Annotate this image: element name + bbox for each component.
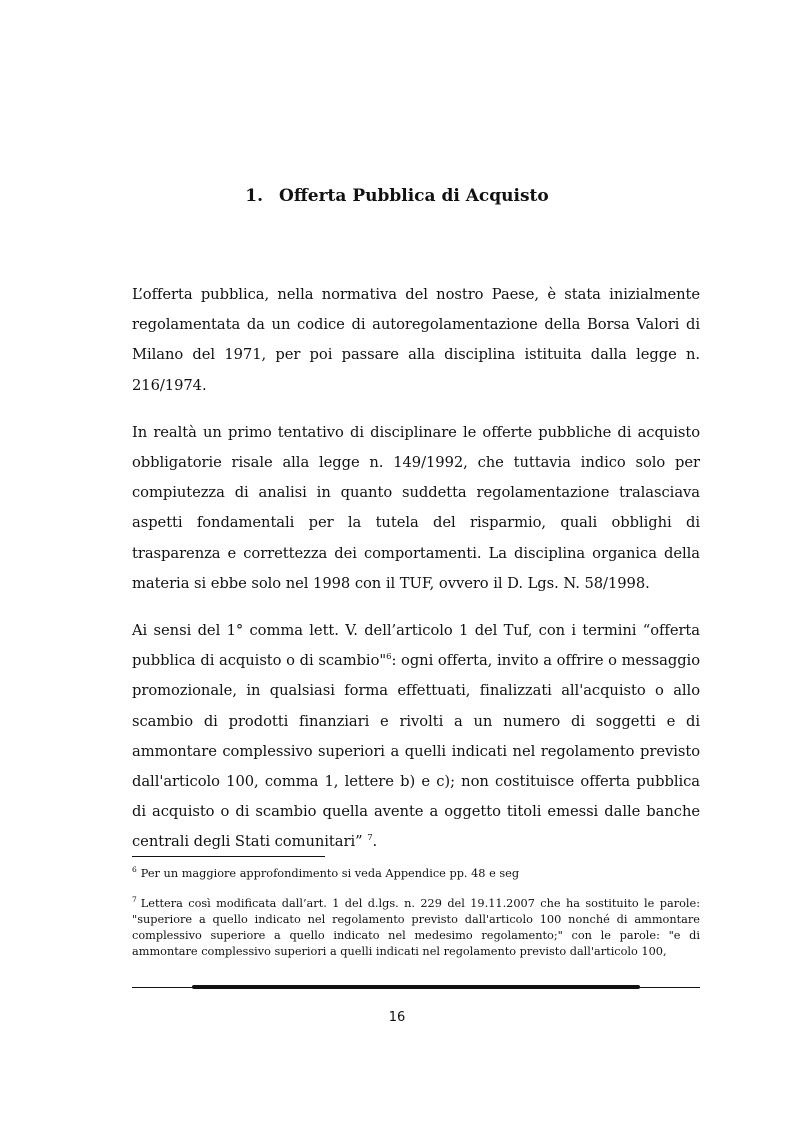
section-heading: [0, 186, 794, 206]
footnote-ref-6[interactable]: 6: [386, 652, 392, 663]
bottom-rule: [132, 985, 700, 989]
paragraph-3-text-c: .: [372, 833, 378, 851]
bottom-rule-thick: [192, 985, 640, 989]
footnote-7: [132, 896, 700, 960]
footnote-mark: 7: [132, 895, 137, 905]
footnote-separator: [132, 856, 325, 857]
paragraph-2: In realtà un primo tentativo di disciplinare le offerte pubbliche di acquisto obbligatorie risale alla legge n. 149/1992, che tuttavia indico solo per compiutezza di analisi in quanto suddetta regolamentazione tralasciava aspetti fondamentali per la tutela del risparmio, quali obblighi di trasparenza e correttezza dei comportamenti. La disciplina organica della materia si ebbe solo nel 1998 con il TUF, ovvero il D. Lgs. N. 58/1998.: [132, 423, 700, 592]
body-text: [132, 280, 700, 875]
paragraph-3-text-b: : ogni offerta, invito a offrire o messaggio promozionale, in qualsiasi forma effettuati, finalizzati all'acquisto o allo scambio di prodotti finanziari e rivolti a un numero di soggetti e di ammontare complessivo superiori a quelli indicati nel regolamento previsto dall'articolo 100, comma 1, lettere b) e c); non costituisce offerta pubblica di acquisto o di scambio quella avente a oggetto titoli emessi dalle banche centrali degli Stati comunitari”: [132, 652, 700, 851]
paragraph-3: [132, 616, 700, 858]
section-number: 1.: [245, 186, 264, 206]
footnote-6: [132, 866, 700, 882]
footnote-text: Lettera così modificata dall’art. 1 del d.lgs. n. 229 del 19.11.2007 che ha sostituito le parole: "superiore a quello indicato nel regolamento previsto dall'articolo 100 nonché di ammontare complessivo superiore a quello indicato nel medesimo regolamento;" con le parole: "e di ammontare complessivo superiori a quelli indicati nel regolamento previsto dall'articolo 100,: [132, 897, 700, 958]
footnote-mark: 6: [132, 865, 137, 875]
paragraph-3-text-a: Ai sensi del 1° comma lett. V. dell’articolo 1 del Tuf, con i termini “offerta pubblica di acquisto o di scambio": [132, 622, 700, 670]
paragraph-1: L’offerta pubblica, nella normativa del nostro Paese, è stata inizialmente regolamentata da un codice di autoregolamentazione della Borsa Valori di Milano del 1971, per poi passare alla disciplina istituita dalla legge n. 216/1974.: [132, 286, 700, 394]
footnote-text: Per un maggiore approfondimento si veda Appendice pp. 48 e seg: [140, 867, 520, 880]
page-number: 16: [388, 1010, 406, 1025]
section-title: Offerta Pubblica di Acquisto: [279, 186, 549, 206]
footnotes: [132, 866, 700, 974]
footnote-ref-7[interactable]: 7: [367, 833, 373, 844]
